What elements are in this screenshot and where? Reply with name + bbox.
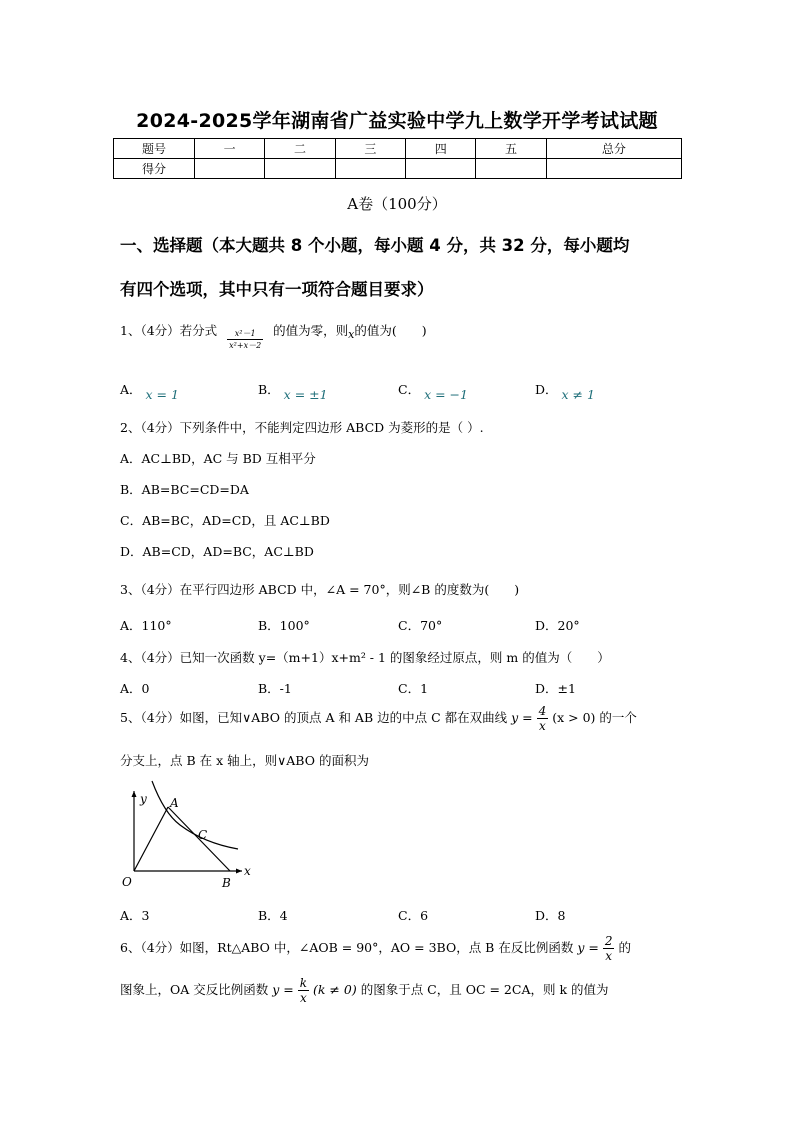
option-letter: D．: [535, 382, 558, 397]
q4-option-c[interactable]: C．1: [398, 681, 429, 696]
option-letter: B．: [258, 382, 280, 397]
q6-tail1: 的: [618, 940, 631, 955]
q6-fraction-1: [603, 934, 615, 963]
q1-prefix: 1、（4分）若分式: [120, 323, 218, 338]
score-table-header-row: [114, 139, 682, 159]
score-cell[interactable]: [546, 159, 681, 179]
q5-figure: [118, 777, 258, 895]
section-a-heading: A卷（100分）: [347, 195, 447, 213]
label-a: A: [170, 796, 179, 810]
q6-tail2: 的图象于点 C，且 OC = 2CA，则 k 的值为: [360, 982, 609, 997]
score-header-cell: 一: [195, 139, 265, 159]
hyperbola-curve: [152, 781, 238, 849]
question-1-stem: [120, 320, 427, 350]
q5-option-b[interactable]: B．4: [258, 908, 288, 923]
section1-heading-line1: 一、选择题（本大题共 8 个小题，每小题 4 分，共 32 分，每小题均: [120, 236, 630, 255]
q5-frac-den: x: [539, 719, 546, 733]
q1-option-b[interactable]: [258, 380, 328, 402]
q6-frac2-den: x: [299, 991, 307, 1005]
label-c: C: [198, 828, 208, 842]
q1-middle: 的值为零，则: [273, 323, 349, 338]
question-4-stem: 4、（4分）已知一次函数 y=（m+1）x+m² - 1 的图象经过原点，则 m 的值为（ ）: [120, 650, 610, 665]
q6-frac1-den: x: [605, 949, 613, 963]
label-y: y: [140, 792, 147, 806]
option-letter: C．: [398, 382, 421, 397]
score-header-cell: 二: [265, 139, 335, 159]
q6-cond2: (k ≠ 0): [313, 982, 357, 997]
q1-fraction: [227, 328, 263, 351]
score-header-cell: 四: [406, 139, 476, 159]
score-cell[interactable]: [476, 159, 546, 179]
q3-option-d[interactable]: D．20°: [535, 618, 580, 633]
q4-option-a[interactable]: A．0: [120, 681, 150, 696]
score-header-cell: 三: [335, 139, 405, 159]
option-value: x = ±1: [283, 387, 328, 402]
segment-oa: [134, 807, 168, 871]
q6-y-eq1: y =: [577, 940, 599, 955]
q6-frac2-num: k: [299, 976, 308, 990]
q2-option-c[interactable]: C．AB=BC，AD=CD，且 AC⊥BD: [120, 513, 330, 528]
score-row-label: 得分: [114, 159, 195, 179]
q1-option-a[interactable]: [120, 380, 179, 402]
q2-option-b[interactable]: B．AB=BC=CD=DA: [120, 482, 249, 497]
score-cell[interactable]: [195, 159, 265, 179]
page-title: 2024-2025学年湖南省广益实验中学九上数学开学考试试题: [136, 110, 658, 132]
q1-option-c[interactable]: [398, 380, 468, 402]
q5-part1: 5、（4分）如图，已知∨ABO 的顶点 A 和 AB 边的中点 C 都在双曲线: [120, 710, 508, 725]
question-3-stem: 3、（4分）在平行四边形 ABCD 中，∠A = 70°，则∠B 的度数为( ): [120, 582, 520, 597]
q5-y-eq: y =: [511, 710, 533, 725]
score-header-cell: 五: [476, 139, 546, 159]
q3-option-c[interactable]: C．70°: [398, 618, 443, 633]
q6-part1: 6、（4分）如图，Rt△ABO 中，∠AOB = 90°，AO = 3BO，点 B 在反比例函数: [120, 940, 574, 955]
q5-option-a[interactable]: A．3: [120, 908, 150, 923]
q5-fraction: [537, 704, 549, 733]
q6-fraction-2: [298, 976, 309, 1005]
q1-frac-num: x²－1: [227, 328, 263, 340]
q4-option-d[interactable]: D．±1: [535, 681, 576, 696]
q1-frac-den: x²+x－2: [229, 341, 262, 350]
q4-option-b[interactable]: B．-1: [258, 681, 292, 696]
label-b: B: [222, 876, 231, 890]
score-header-cell: 题号: [114, 139, 195, 159]
option-value: x ≠ 1: [561, 387, 595, 402]
section1-heading-line2: 有四个选项，其中只有一项符合题目要求）: [120, 280, 434, 299]
q1-suffix: 的值为( ): [354, 323, 427, 338]
question-2-stem: 2、（4分）下列条件中，不能判定四边形 ABCD 为菱形的是（ ）.: [120, 420, 484, 435]
q2-option-d[interactable]: D．AB=CD，AD=BC，AC⊥BD: [120, 544, 314, 559]
y-axis-arrow: [132, 791, 137, 797]
question-5-stem: [120, 704, 637, 733]
score-cell[interactable]: [265, 159, 335, 179]
score-cell[interactable]: [335, 159, 405, 179]
q5-option-d[interactable]: D．8: [535, 908, 566, 923]
score-cell[interactable]: [406, 159, 476, 179]
label-x: x: [244, 864, 251, 878]
x-axis-arrow: [236, 869, 242, 874]
q5-line2: 分支上，点 B 在 x 轴上，则∨ABO 的面积为: [120, 753, 369, 768]
q5-option-c[interactable]: C．6: [398, 908, 429, 923]
question-6-line2: [120, 976, 609, 1005]
option-value: x = −1: [424, 387, 468, 402]
q3-option-a[interactable]: A．110°: [120, 618, 172, 633]
q6-part2: 图象上，OA 交反比例函数: [120, 982, 269, 997]
score-table: [113, 138, 682, 179]
q6-y-eq2: y =: [272, 982, 294, 997]
q5-frac-num: 4: [538, 704, 547, 718]
q1-var: x: [348, 328, 355, 341]
q2-option-a[interactable]: A．AC⊥BD，AC 与 BD 互相平分: [120, 451, 316, 466]
option-letter: A．: [120, 382, 142, 397]
q1-option-d[interactable]: [535, 380, 595, 402]
score-header-cell: 总分: [546, 139, 681, 159]
q5-cond: (x > 0) 的一个: [552, 710, 637, 725]
label-o: O: [122, 875, 132, 889]
question-6-line1: [120, 934, 631, 963]
q3-option-b[interactable]: B．100°: [258, 618, 310, 633]
option-value: x = 1: [145, 387, 179, 402]
score-table-score-row: [114, 159, 682, 179]
q6-frac1-num: 2: [604, 934, 613, 948]
